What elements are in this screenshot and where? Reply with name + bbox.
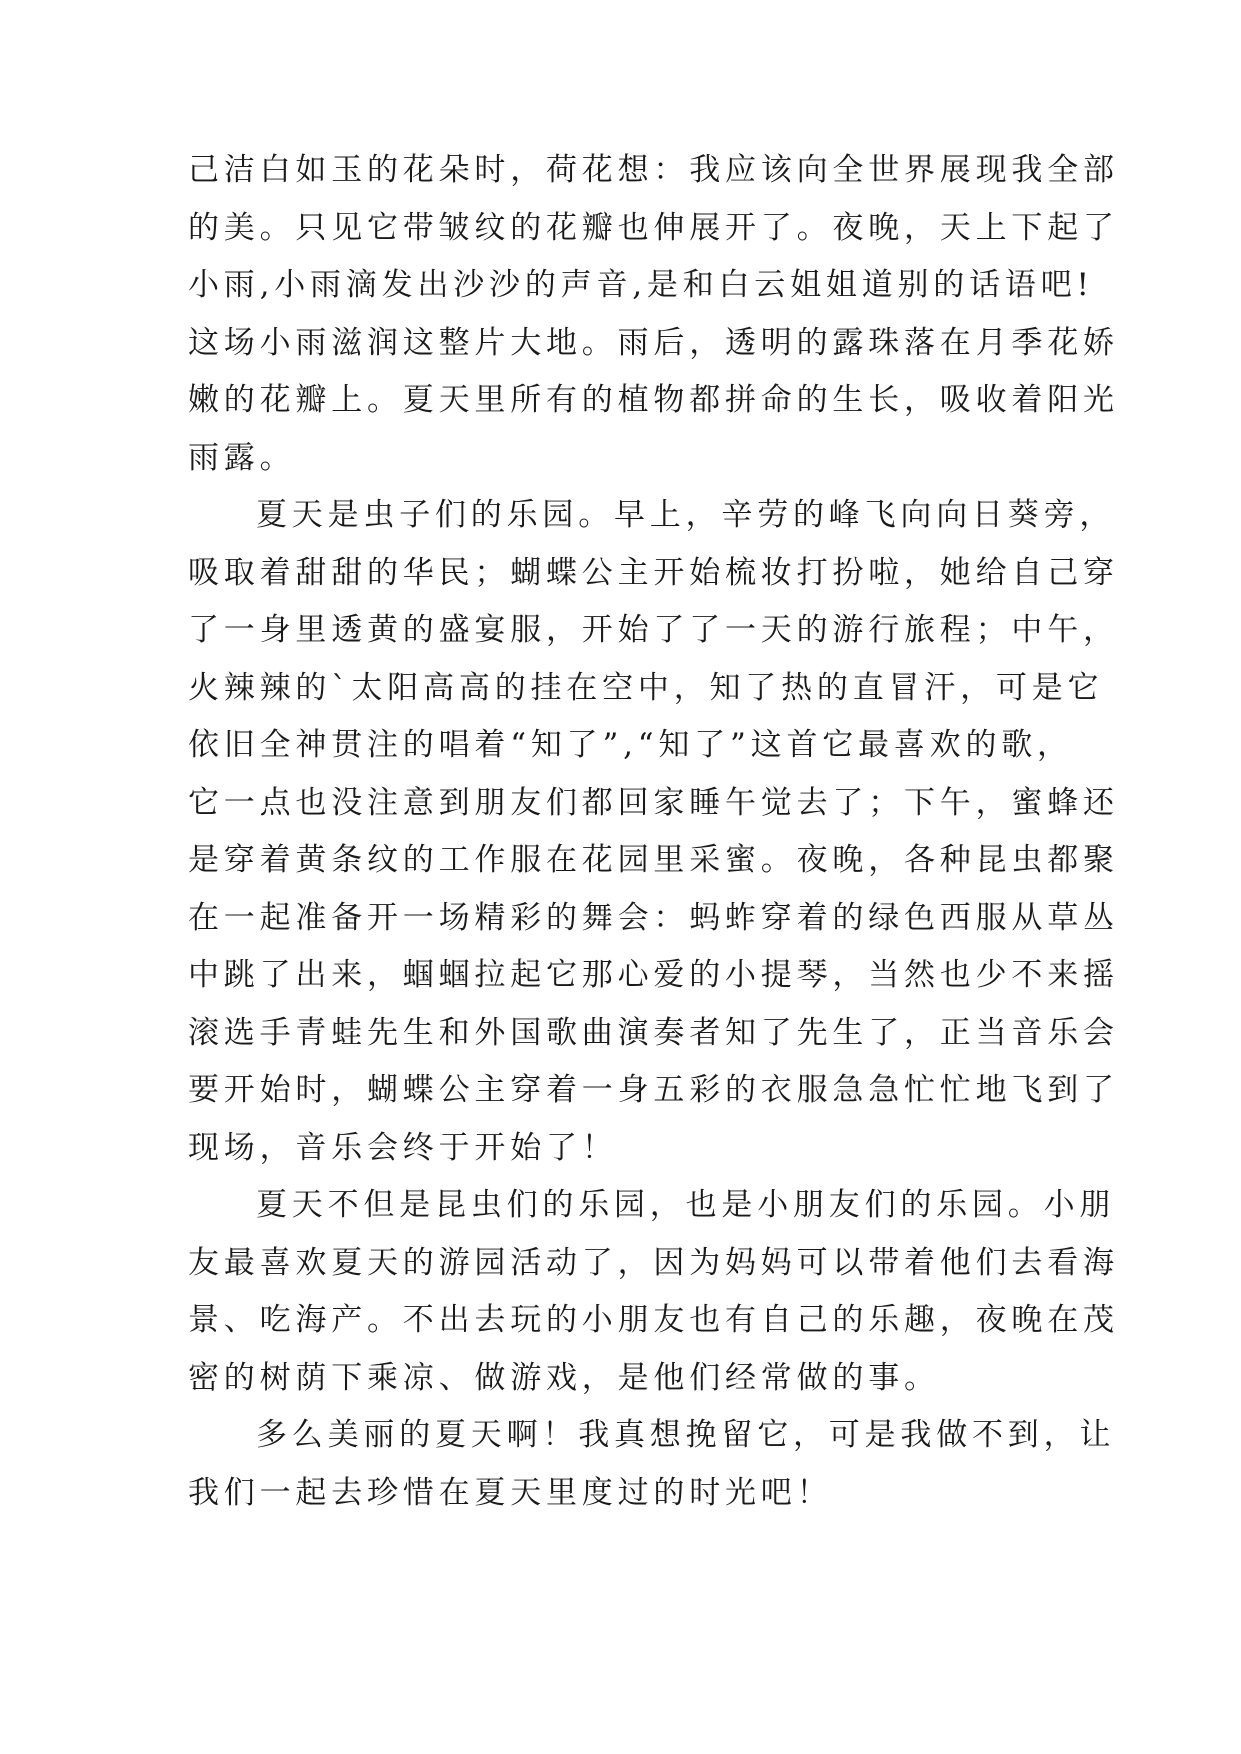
- text-line: 依旧全神贯注的唱着“知了”,“知了”这首它最喜欢的歌，: [188, 727, 1073, 763]
- paragraph-first-line: 多么美丽的夏天啊！我真想挽留它，可是我做不到，让: [256, 1417, 1116, 1453]
- text-line: 嫩的花瓣上。夏天里所有的植物都拼命的生长，吸收着阳光: [188, 382, 1119, 418]
- text-line: 滚选手青蛙先生和外国歌曲演奏者知了先生了，正当音乐会: [188, 1014, 1119, 1051]
- text-line: 景、吃海产。不出去玩的小朋友也有自己的乐趣，夜晚在茂: [188, 1302, 1119, 1338]
- text-line: 己洁白如玉的花朵时，荷花想：我应该向全世界展现我全部: [188, 152, 1119, 188]
- text-line: 吸取着甜甜的华民；蝴蝶公主开始梳妆打扮啦，她给自己穿: [188, 554, 1119, 591]
- text-line: 它一点也没注意到朋友们都回家睡午觉去了；下午，蜜蜂还: [188, 784, 1119, 821]
- text-line: 是穿着黄条纹的工作服在花园里采蜜。夜晚，各种昆虫都聚: [188, 842, 1119, 878]
- text-line: 在一起准备开一场精彩的舞会：蚂蚱穿着的绿色西服从草丛: [188, 899, 1119, 936]
- text-line: 了一身里透黄的盛宴服，开始了了一天的游行旅程；中午，: [188, 612, 1119, 648]
- text-line: 友最喜欢夏天的游园活动了，因为妈妈可以带着他们去看海: [188, 1244, 1119, 1281]
- text-line: 中跳了出来，蝈蝈拉起它那心爱的小提琴，当然也少不来摇: [188, 957, 1119, 993]
- text-line: 小雨,小雨滴发出沙沙的声音,是和白云姐姐道别的话语吧!: [188, 267, 1094, 303]
- text-line: 要开始时，蝴蝶公主穿着一身五彩的衣服急急忙忙地飞到了: [188, 1072, 1119, 1108]
- text-line: 这场小雨滋润这整片大地。雨后，透明的露珠落在月季花娇: [188, 324, 1119, 361]
- paragraph-first-line: 夏天是虫子们的乐园。早上，辛劳的峰飞向向日葵旁，: [256, 497, 1116, 533]
- text-line: 现场，音乐会终于开始了！: [188, 1129, 618, 1166]
- paragraph-first-line: 夏天不但是昆虫们的乐园，也是小朋友们的乐园。小朋: [256, 1187, 1116, 1223]
- text-line: 雨露。: [188, 439, 296, 476]
- text-line: 的美。只见它带皱纹的花瓣也伸展开了。夜晚，天上下起了: [188, 209, 1119, 246]
- text-line: 我们一起去珍惜在夏天里度过的时光吧！: [188, 1474, 833, 1511]
- text-line: 火辣辣的`太阳高高的挂在空中，知了热的直冒汗，可是它: [188, 669, 1104, 706]
- document-body: [188, 142, 1119, 1522]
- text-line: 密的树荫下乘凉、做游戏，是他们经常做的事。: [188, 1359, 940, 1396]
